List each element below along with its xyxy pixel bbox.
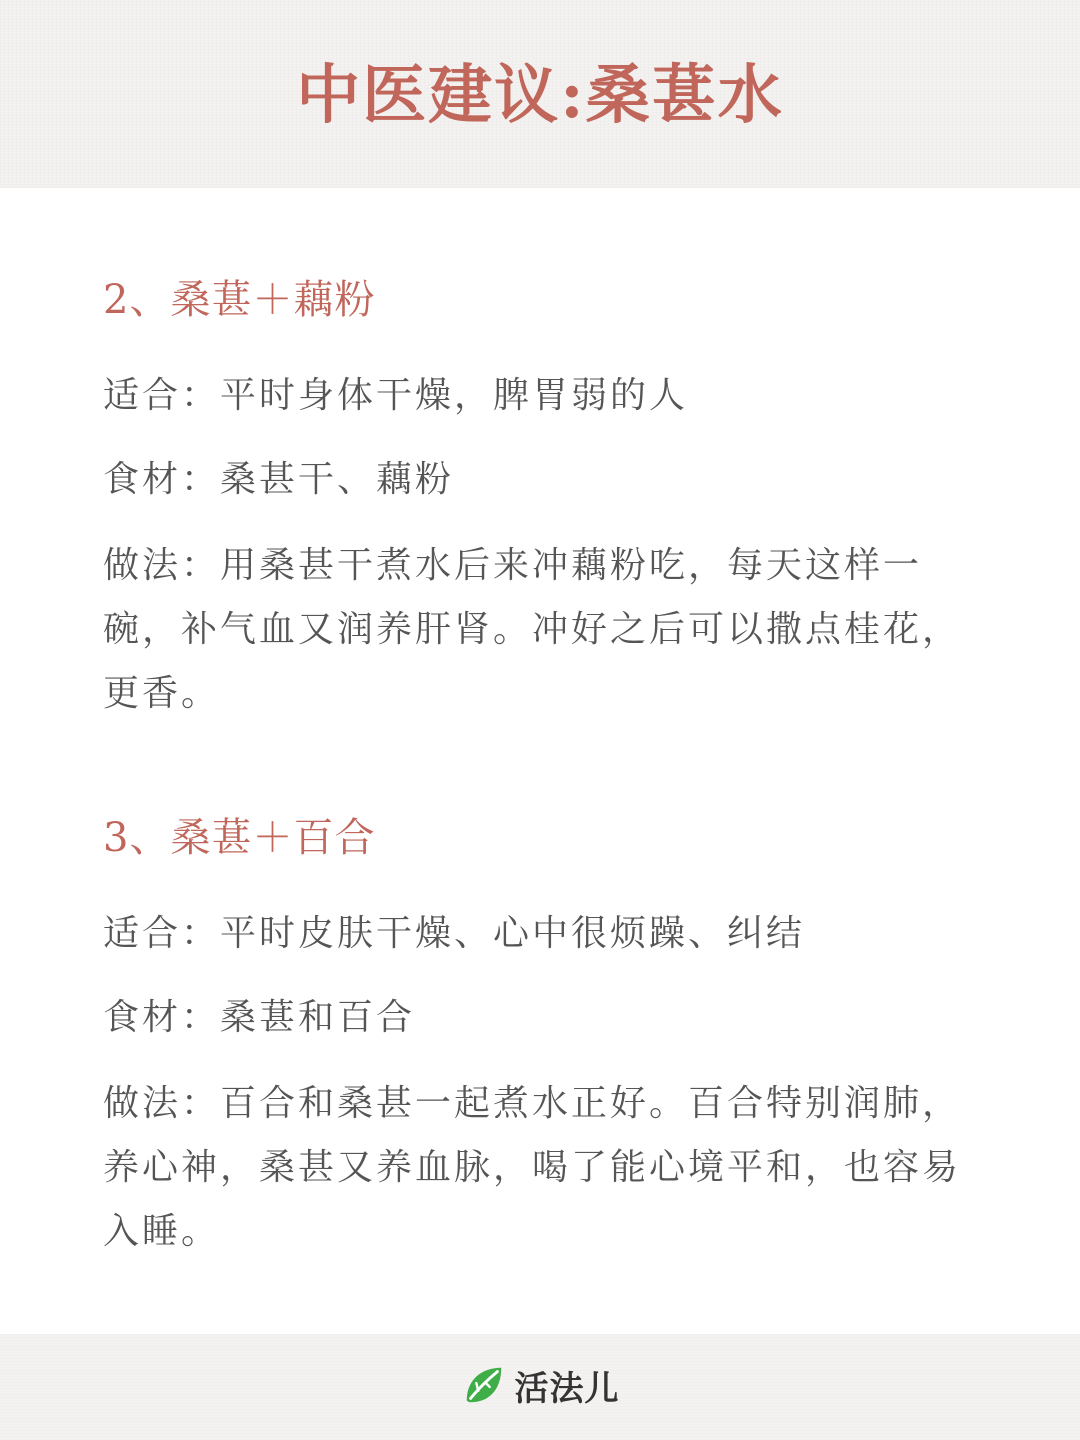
suitable-text: 适合：平时身体干燥，脾胃弱的人 bbox=[103, 375, 689, 416]
section-mulberry-lily bbox=[103, 808, 983, 1264]
brand-logo-group bbox=[461, 1361, 620, 1410]
footer-bar bbox=[0, 1334, 1080, 1440]
method-text: 做法：百合和桑甚一起煮水正好。百合特别润肺，养心神，桑甚又养血脉，喝了能心境平和，也容易入睡。 bbox=[103, 1083, 962, 1252]
header-banner bbox=[0, 0, 1080, 188]
suitable-text: 适合：平时皮肤干燥、心中很烦躁、纠结 bbox=[103, 913, 806, 954]
section-heading: 2、桑葚＋藕粉 bbox=[103, 277, 376, 323]
section-mulberry-lotus-root bbox=[103, 270, 983, 726]
leaf-icon bbox=[461, 1362, 507, 1408]
section-heading: 3、桑葚＋百合 bbox=[103, 815, 376, 861]
ingredients-text: 食材：桑葚和百合 bbox=[103, 997, 416, 1038]
ingredients-text: 食材：桑甚干、藕粉 bbox=[103, 459, 455, 500]
method-text: 做法：用桑甚干煮水后来冲藕粉吃，每天这样一碗，补气血又润养肝肾。冲好之后可以撒点桂花，更香。 bbox=[103, 545, 962, 714]
brand-name: 活法儿 bbox=[514, 1368, 620, 1409]
page-title: 中医建议:桑葚水 bbox=[296, 58, 784, 133]
article-content bbox=[103, 270, 983, 1264]
